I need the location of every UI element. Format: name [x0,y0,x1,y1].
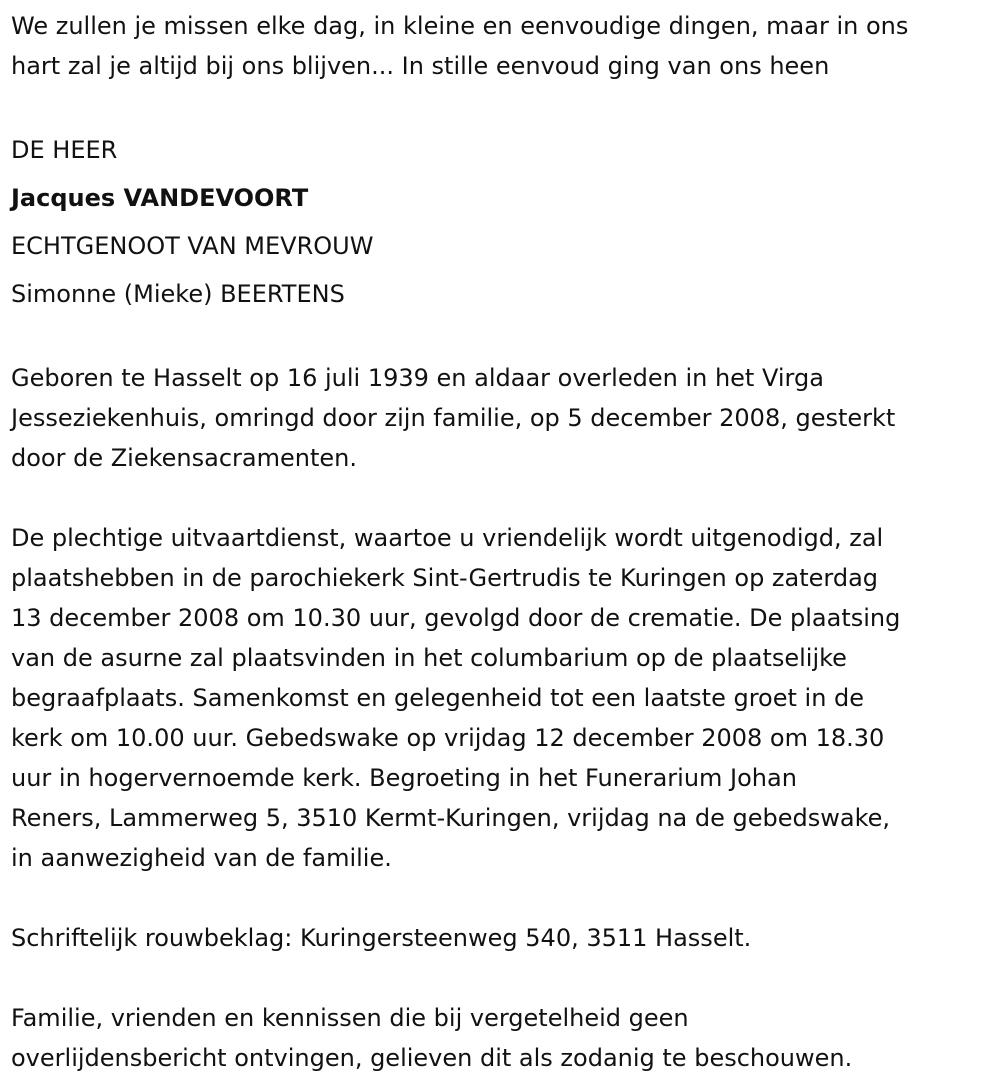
spacer [11,478,1000,518]
service-line: begraafplaats. Samenkomst en gelegenheid tot een laatste groet in de [11,684,865,712]
service-line: 13 december 2008 om 10.30 uur, gevolgd door de crematie. De plaatsing [11,604,901,632]
service-line: Reners, Lammerweg 5, 3510 Kermt-Kuringen, vrijdag na de gebedswake, [11,804,890,832]
service-line: uur in hogervernoemde kerk. Begroeting in het Funerarium Johan [11,764,797,792]
spacer [11,878,1000,918]
intro-line-2: hart zal je altijd bij ons blijven... In stille eenvoud ging van ons heen [11,52,830,80]
birth-death-line: Jesseziekenhuis, omringd door zijn familie, op 5 december 2008, gesterkt [11,404,896,432]
birth-death-paragraph [11,358,1000,478]
closing-paragraph [11,998,1000,1078]
deceased-block [11,126,1000,318]
spacer [11,958,1000,998]
condolences-address: Schriftelijk rouwbeklag: Kuringersteenweg 540, 3511 Hasselt. [11,924,752,952]
service-line: in aanwezigheid van de familie. [11,844,392,872]
birth-death-line: Geboren te Hasselt op 16 juli 1939 en aldaar overleden in het Virga [11,364,824,392]
service-line: kerk om 10.00 uur. Gebedswake op vrijdag 12 december 2008 om 18.30 [11,724,885,752]
deceased-last-name: VANDEVOORT [123,184,309,212]
service-line: plaatshebben in de parochiekerk Sint-Gertrudis te Kuringen op zaterdag [11,564,879,592]
deceased-first-name: Jacques [11,184,116,212]
deceased-relation: ECHTGENOOT VAN MEVROUW [11,232,374,260]
closing-line: overlijdensbericht ontvingen, gelieven dit als zodanig te beschouwen. [11,1044,853,1072]
deceased-title: DE HEER [11,136,118,164]
spouse-name: Simonne (Mieke) BEERTENS [11,280,345,308]
service-line: De plechtige uitvaartdienst, waartoe u vriendelijk wordt uitgenodigd, zal [11,524,884,552]
service-line: van de asurne zal plaatsvinden in het columbarium op de plaatselijke [11,644,847,672]
spacer [11,318,1000,358]
service-paragraph [11,518,1000,878]
intro-paragraph [11,6,1000,86]
birth-death-line: door de Ziekensacramenten. [11,444,357,472]
deceased-name [11,174,1000,222]
spacer [11,86,1000,126]
closing-line: Familie, vrienden en kennissen die bij vergetelheid geen [11,1004,689,1032]
intro-line-1: We zullen je missen elke dag, in kleine en eenvoudige dingen, maar in ons [11,12,909,40]
condolences-paragraph [11,918,1000,958]
